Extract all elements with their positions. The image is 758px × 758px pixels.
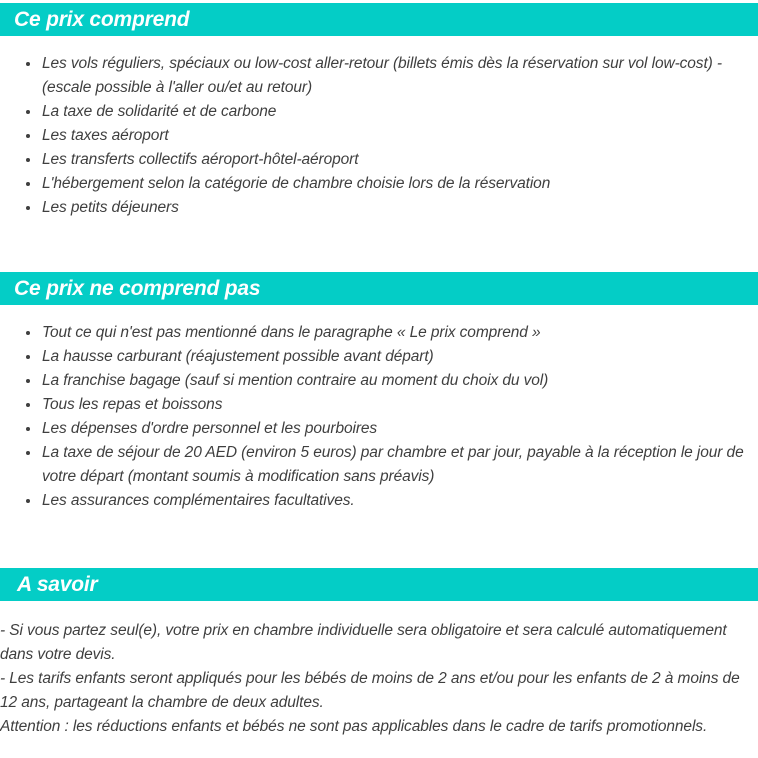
section-header-price-includes: Ce prix comprend	[0, 3, 758, 36]
price-excludes-item: • Les dépenses d'ordre personnel et les pourboires	[41, 417, 758, 441]
price-includes-list	[0, 52, 758, 220]
notes-paragraphs	[0, 619, 758, 755]
price-excludes-item: • Les assurances complémentaires facultatives.	[41, 489, 758, 513]
price-excludes-list	[0, 321, 758, 513]
section-header-price-excludes: Ce prix ne comprend pas	[0, 272, 758, 305]
price-excludes-item: • La hausse carburant (réajustement possible avant départ)	[41, 345, 758, 369]
price-includes-item: • Les transferts collectifs aéroport-hôtel-aéroport	[41, 148, 758, 172]
price-details-page	[0, 3, 758, 758]
note-paragraph: - Si vous partez seul(e), votre prix en chambre individuelle sera obligatoire et sera calculé automatiquement dans votre devis.	[0, 622, 727, 663]
price-includes-item: • L'hébergement selon la catégorie de chambre choisie lors de la réservation	[41, 172, 758, 196]
section-header-notes: A savoir	[0, 568, 758, 601]
note-paragraph: Attention : les réductions enfants et bébés ne sont pas applicables dans le cadre de tarifs promotionnels.	[0, 718, 708, 735]
note-paragraph: - Les tarifs enfants seront appliqués pour les bébés de moins de 2 ans et/ou pour les enfants de 2 à moins de 12 ans, partageant la chambre de deux adultes.	[0, 670, 740, 711]
section-price-excludes	[0, 272, 758, 513]
price-includes-item: • La taxe de solidarité et de carbone	[41, 100, 758, 124]
price-excludes-item: • Tous les repas et boissons	[41, 393, 758, 417]
price-includes-item: • Les petits déjeuners	[41, 196, 758, 220]
price-excludes-item: • La franchise bagage (sauf si mention contraire au moment du choix du vol)	[41, 369, 758, 393]
price-excludes-item: • Tout ce qui n'est pas mentionné dans le paragraphe « Le prix comprend »	[41, 321, 758, 345]
price-excludes-item: • La taxe de séjour de 20 AED (environ 5 euros) par chambre et par jour, payable à la réception le jour de votre départ (montant soumis à modification sans préavis)	[41, 441, 758, 489]
price-includes-item: • Les vols réguliers, spéciaux ou low-cost aller-retour (billets émis dès la réservation sur vol low-cost) - (escale possible à l'aller ou/et au retour)	[41, 52, 758, 100]
section-notes	[0, 568, 758, 755]
price-includes-item: • Les taxes aéroport	[41, 124, 758, 148]
section-price-includes	[0, 3, 758, 220]
